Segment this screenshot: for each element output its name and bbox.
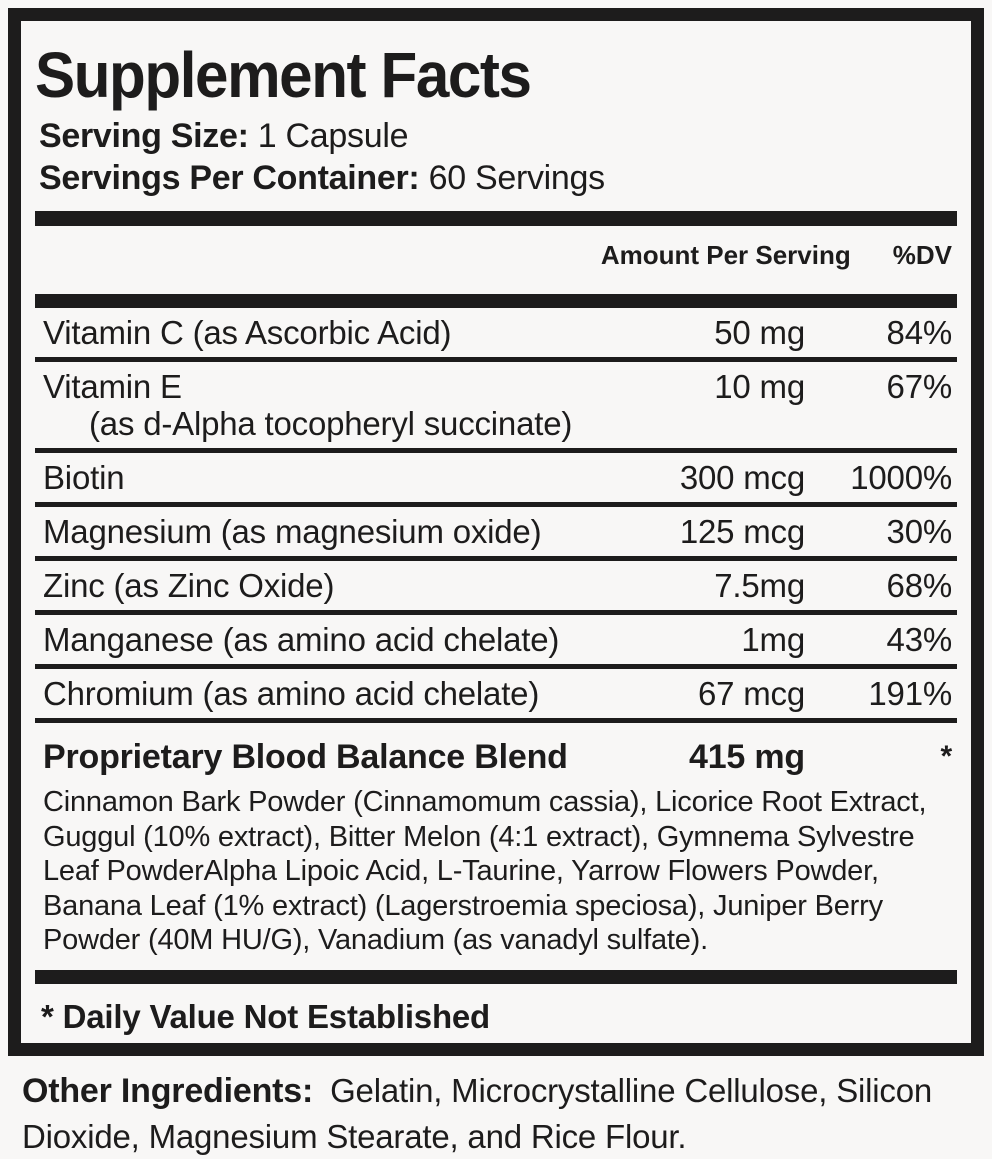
- amount-per-serving-header: Amount Per Serving: [600, 240, 851, 270]
- nutrient-amount: 7.5mg: [714, 567, 805, 604]
- nutrient-amount: 50 mg: [714, 314, 805, 351]
- nutrient-amount: 1mg: [741, 621, 805, 658]
- nutrient-dv: 43%: [886, 621, 952, 658]
- nutrient-amount: 67 mcg: [697, 675, 805, 712]
- nutrient-dv: 68%: [886, 567, 952, 604]
- nutrient-name: Vitamin E (as d-Alpha tocopheryl succinate): [35, 368, 640, 442]
- nutrient-row-magnesium: [35, 507, 957, 561]
- nutrient-amount: 125 mcg: [679, 513, 805, 550]
- nutrient-amount: 300 mcg: [679, 459, 805, 496]
- nutrient-dv: 84%: [886, 314, 952, 351]
- nutrient-name: Manganese (as amino acid chelate): [43, 621, 560, 658]
- serving-size-label: Serving Size:: [39, 117, 249, 155]
- nutrient-dv: 67%: [886, 368, 952, 405]
- nutrient-name: Biotin: [43, 459, 125, 496]
- blend-amount: 415 mg: [689, 738, 805, 776]
- thick-divider-bar: [35, 970, 957, 984]
- percent-dv-header: %DV: [892, 240, 952, 270]
- other-ingredients-text: Gelatin, Microcrystalline Cellulose, Silicon Dioxide, Magnesium Stearate, and Rice Flour.: [22, 1072, 933, 1155]
- blend-dv-asterisk: *: [940, 740, 952, 773]
- nutrient-row-biotin: [35, 453, 957, 507]
- nutrient-row-zinc: [35, 561, 957, 615]
- proprietary-blend-row: [35, 723, 957, 783]
- daily-value-footnote: * Daily Value Not Established: [41, 997, 491, 1035]
- nutrient-name: Magnesium (as magnesium oxide): [43, 513, 542, 550]
- serving-size-line: [39, 115, 957, 157]
- nutrient-name: Chromium (as amino acid chelate): [43, 675, 540, 712]
- nutrient-row-chromium: [35, 669, 957, 723]
- nutrient-row-vitamin-c: [35, 308, 957, 362]
- blend-name: Proprietary Blood Balance Blend: [43, 738, 568, 776]
- servings-per-container-line: [39, 157, 957, 199]
- thick-divider-bar: [35, 211, 957, 226]
- supplement-facts-panel: [8, 8, 984, 1056]
- other-ingredients: [22, 1068, 972, 1159]
- other-ingredients-label: Other Ingredients:: [22, 1072, 314, 1110]
- servings-per-container-value: 60 Servings: [428, 159, 605, 197]
- nutrient-row-manganese: [35, 615, 957, 669]
- nutrient-row-vitamin-e: [35, 362, 957, 453]
- nutrient-name: Zinc (as Zinc Oxide): [43, 567, 335, 604]
- panel-title: Supplement Facts: [35, 39, 531, 111]
- nutrient-name-detail: (as d-Alpha tocopheryl succinate): [89, 405, 573, 442]
- column-header-row: [35, 226, 957, 294]
- nutrient-dv: 191%: [868, 675, 952, 712]
- servings-per-container-label: Servings Per Container:: [39, 159, 420, 197]
- thick-divider-bar: [35, 294, 957, 308]
- nutrient-dv: 30%: [886, 513, 952, 550]
- nutrient-dv: 1000%: [850, 459, 952, 496]
- nutrient-name: Vitamin C (as Ascorbic Acid): [43, 314, 452, 351]
- blend-description: Cinnamon Bark Powder (Cinnamomum cassia), Licorice Root Extract, Guggul (10% extract), Bitter Melon (4:1 extract), Gymnema Sylvestre Leaf PowderAlpha Lipoic Acid, L-Taurine, Yarrow Flowers Powder, Banana Leaf (1% extract) (Lagerstroemia speciosa), Juniper Berry Powder (40M HU/G), Vanadium (as vanadyl sulfate).: [43, 786, 927, 957]
- serving-size-value: 1 Capsule: [257, 117, 409, 155]
- nutrient-amount: 10 mg: [714, 368, 805, 405]
